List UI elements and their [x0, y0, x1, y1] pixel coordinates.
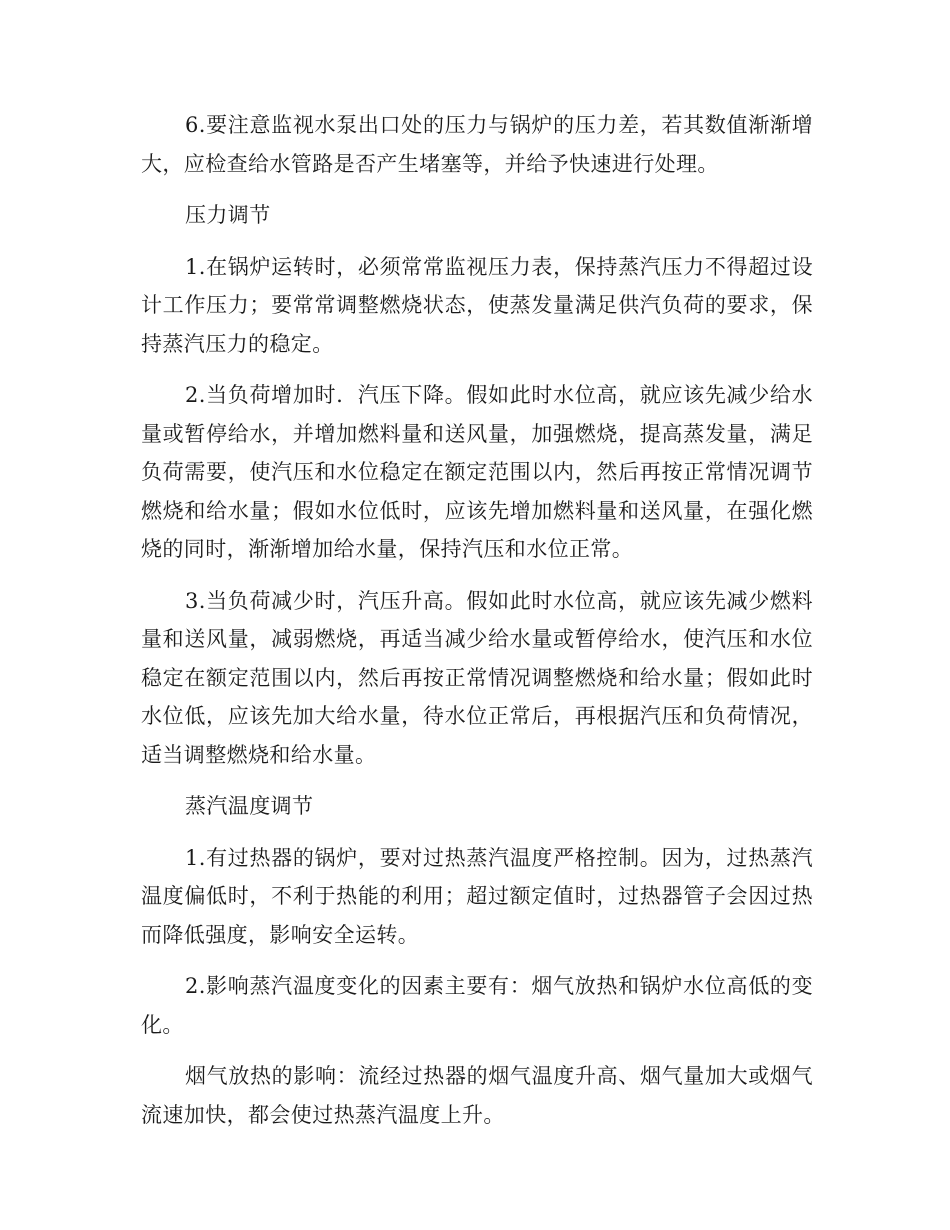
paragraph-pressure-2: 2.当负荷增加时．汽压下降。假如此时水位高，就应该先减少给水量或暂停给水，并增加燃料量和送风量，加强燃烧，提高蒸发量，满足负荷需要，使汽压和水位稳定在额定范围以内，然后再按正常情况调节燃烧和给水量；假如水位低时，应该先增加燃料量和送风量，在强化燃烧的同时，渐渐增加给水量，保持汽压和水位正常。	[141, 383, 813, 561]
paragraph-steam-temp-1: 1.有过热器的锅炉，要对过热蒸汽温度严格控制。因为，过热蒸汽温度偏低时，不利于热能的利用；超过额定值时，过热器管子会因过热而降低强度，影响安全运转。	[141, 845, 813, 947]
paragraph-steam-temp-2: 2.影响蒸汽温度变化的因素主要有：烟气放热和锅炉水位高低的变化。	[141, 974, 813, 1037]
paragraph-flue-gas-effect: 烟气放热的影响：流经过热器的烟气温度升高、烟气量加大或烟气流速加快，都会使过热蒸汽温度上升。	[141, 1064, 813, 1127]
paragraph-water-pump-pressure: 6.要注意监视水泵出口处的压力与锅炉的压力差，若其数值渐渐增大，应检查给水管路是否产生堵塞等，并给予快速进行处理。	[141, 113, 813, 176]
paragraph-pressure-1: 1.在锅炉运转时，必须常常监视压力表，保持蒸汽压力不得超过设计工作压力；要常常调整燃烧状态，使蒸发量满足供汽负荷的要求，保持蒸汽压力的稳定。	[141, 254, 813, 356]
document-body	[141, 106, 813, 1147]
paragraph-pressure-3: 3.当负荷减少时，汽压升高。假如此时水位高，就应该先减少燃料量和送风量，减弱燃烧，再适当减少给水量或暂停给水，使汽压和水位稳定在额定范围以内，然后再按正常情况调整燃烧和给水量；假如此时水位低，应该先加大给水量，待水位正常后，再根据汽压和负荷情况，适当调整燃烧和给水量。	[141, 588, 813, 767]
section-heading-pressure-regulation: 压力调节	[185, 203, 271, 227]
section-heading-steam-temperature: 蒸汽温度调节	[185, 794, 314, 818]
